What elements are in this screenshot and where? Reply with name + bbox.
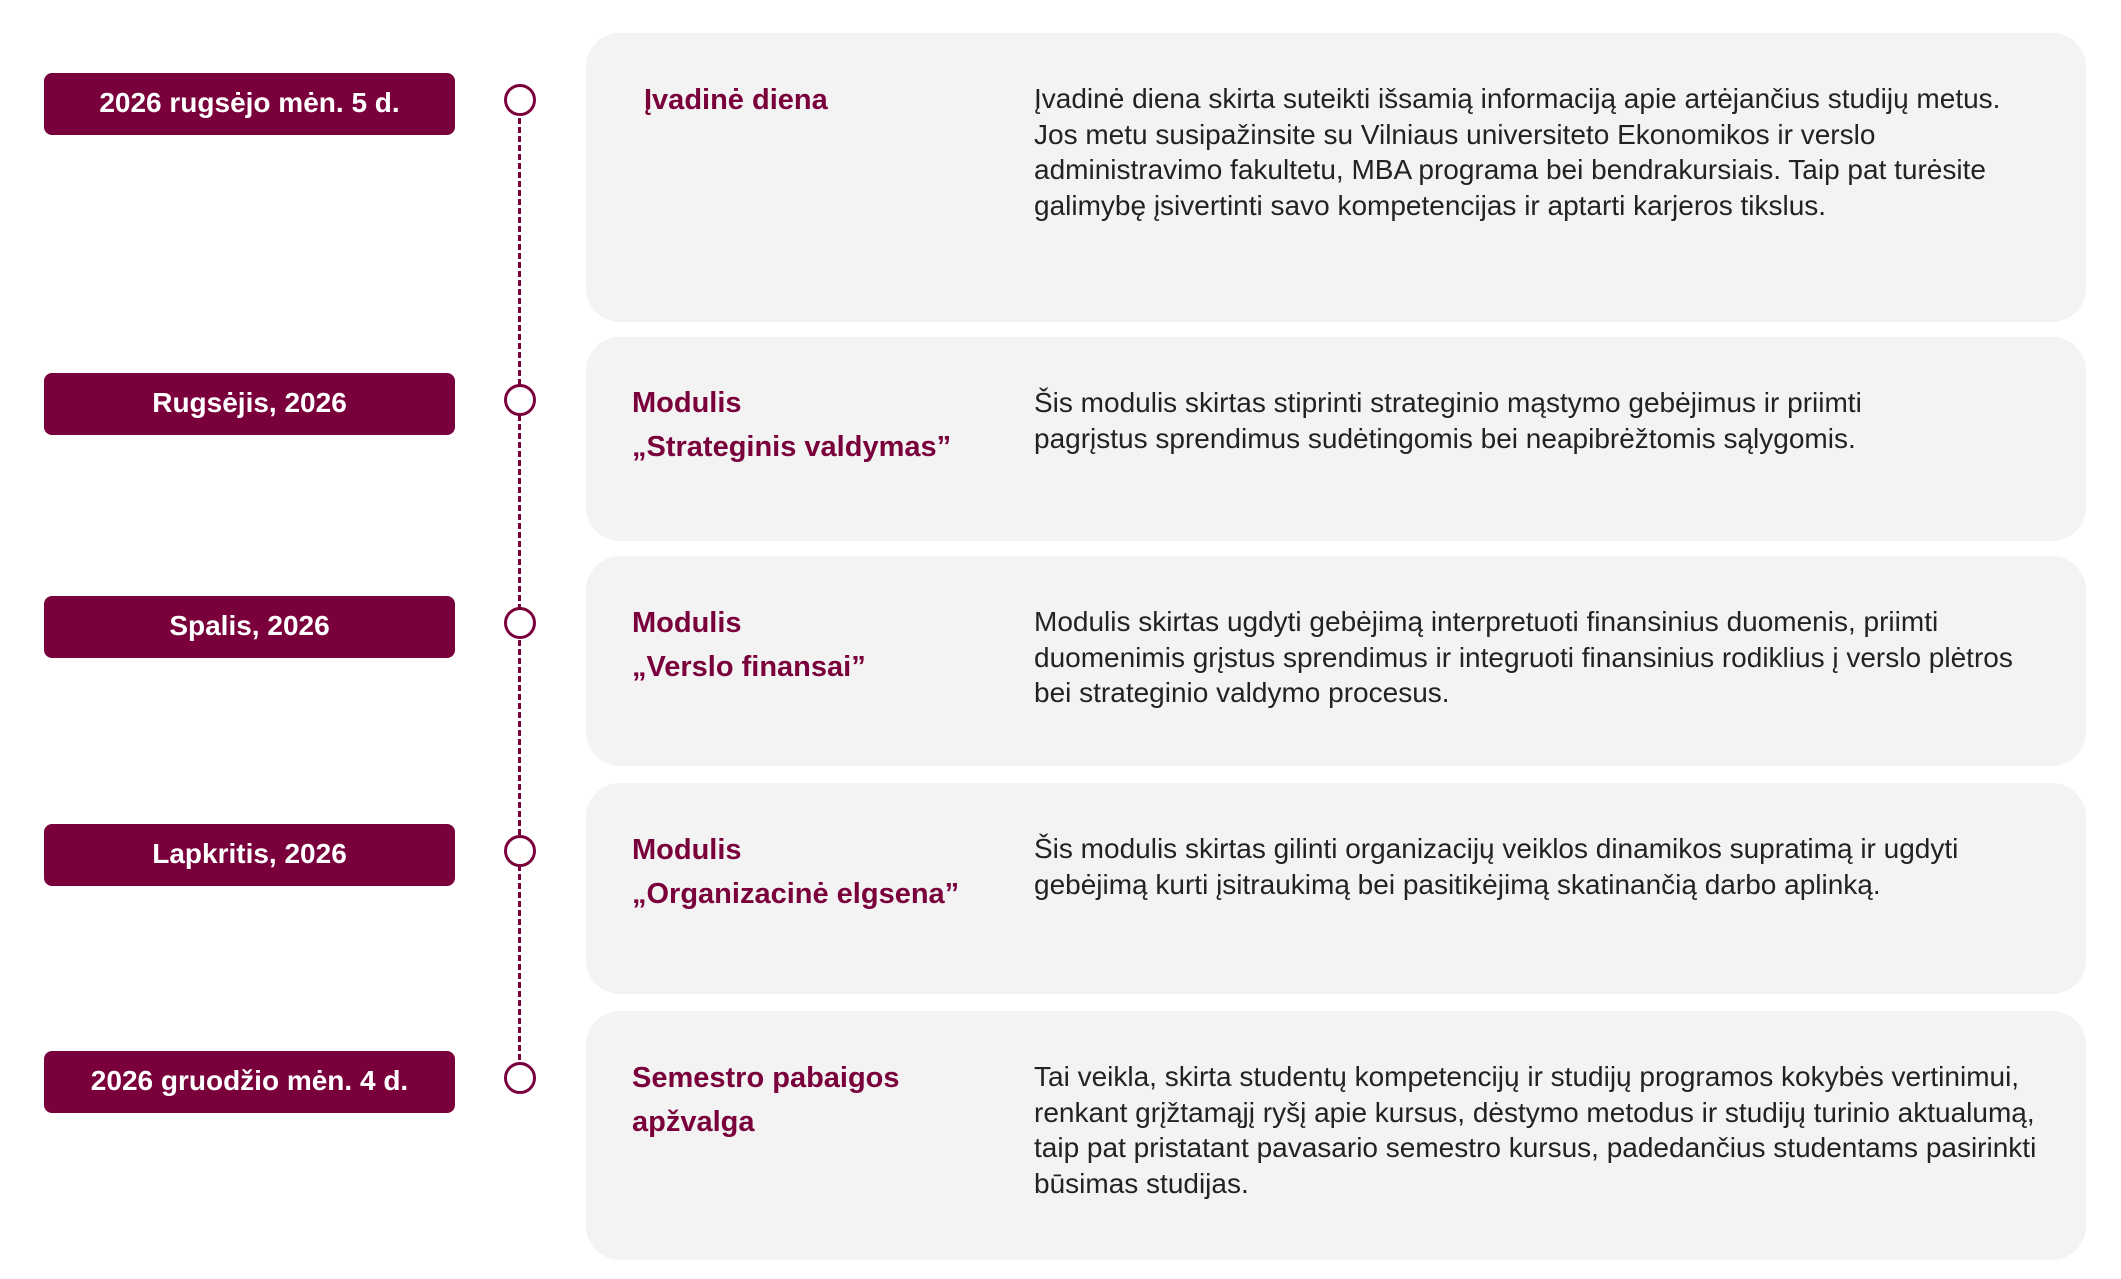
- date-badge: [44, 596, 455, 658]
- date-label: Lapkritis, 2026: [152, 838, 347, 869]
- timeline-connector: [518, 118, 521, 1078]
- event-card: [586, 33, 2086, 322]
- timeline-marker: [504, 835, 536, 867]
- event-description: Tai veikla, skirta studentų kompetencijų ir studijų programos kokybės vertinimui, renkant grįžtamąjį ryšį apie kursus, dėstymo metodus ir studijų turinio aktualumą, taip pat pristatant pavasario semestro kursus, padedančius studentams pasirinkti būsimas studijas.: [1034, 1061, 2037, 1199]
- date-label: Rugsėjis, 2026: [152, 387, 347, 418]
- timeline-marker: [504, 1062, 536, 1094]
- timeline-marker: [504, 384, 536, 416]
- date-label: Spalis, 2026: [169, 610, 330, 641]
- date-label: 2026 gruodžio mėn. 4 d.: [90, 1065, 409, 1096]
- event-title-line1: Semestro pabaigos: [632, 1062, 900, 1094]
- event-title: [632, 381, 951, 469]
- event-title-line1: Modulis: [632, 387, 742, 419]
- event-description: Įvadinė diena skirta suteikti išsamią informaciją apie artėjančius studijų metus. Jos metu susipažinsite su Vilniaus universiteto Ekonomikos ir verslo administravimo fakultetu, MBA programa bei bendrakursiais. Taip pat turėsite galimybę įsivertinti savo kompetencijas ir aptarti karjeros tikslus.: [1034, 83, 2001, 221]
- date-label: 2026 rugsėjo mėn. 5 d.: [99, 87, 400, 118]
- event-card: [586, 783, 2086, 994]
- event-title-line2: „Strateginis valdymas”: [632, 431, 952, 463]
- date-badge: [44, 824, 455, 886]
- event-description: Šis modulis skirtas stiprinti strateginio mąstymo gebėjimus ir priimti pagrįstus sprendimus sudėtingomis bei neapibrėžtomis sąlygomis.: [1034, 387, 1862, 454]
- timeline-marker: [504, 607, 536, 639]
- event-title-line2: „Organizacinė elgsena”: [632, 878, 960, 910]
- event-title-line1: Modulis: [632, 607, 742, 639]
- event-card: [586, 337, 2086, 541]
- event-description: Šis modulis skirtas gilinti organizacijų veiklos dinamikos supratimą ir ugdyti gebėjimą kurti įsitraukimą bei pasitikėjimą skatinančią darbo aplinką.: [1034, 833, 1959, 900]
- event-card: [586, 556, 2086, 766]
- event-card: [586, 1011, 2086, 1260]
- event-title: [632, 1056, 900, 1144]
- event-title-line2: apžvalga: [632, 1106, 755, 1138]
- event-title: [632, 601, 866, 689]
- date-badge: [44, 73, 455, 135]
- event-description: Modulis skirtas ugdyti gebėjimą interpretuoti finansinius duomenis, priimti duomenimis grįstus sprendimus ir integruoti finansinius rodiklius į verslo plėtros bei strateginio valdymo procesus.: [1034, 606, 2013, 708]
- event-title: [632, 828, 959, 916]
- timeline-marker: [504, 84, 536, 116]
- event-title-line2: „Verslo finansai”: [632, 651, 866, 683]
- date-badge: [44, 373, 455, 435]
- event-title: [644, 78, 828, 122]
- event-title-line1: Įvadinė diena: [644, 84, 828, 116]
- event-title-line1: Modulis: [632, 834, 742, 866]
- date-badge: [44, 1051, 455, 1113]
